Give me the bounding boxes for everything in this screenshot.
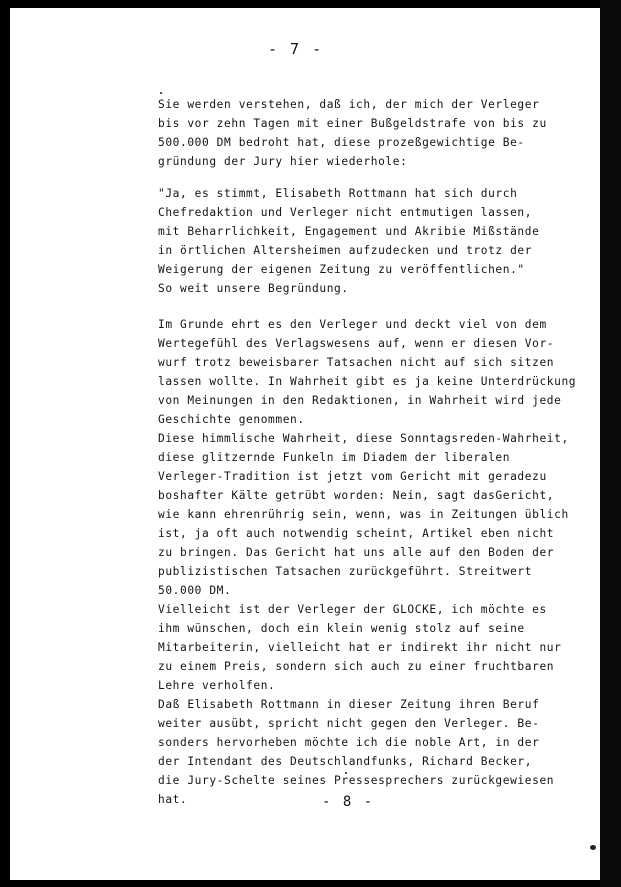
text-line: Mitarbeiterin, vielleicht hat er indirekt ihr nicht nur [158, 641, 562, 654]
text-line: zu einem Preis, sondern sich auch zu einer fruchtbaren [158, 660, 555, 673]
text-line: gründung der Jury hier wiederhole: [158, 155, 408, 168]
text-line: Wertegefühl des Verlagswesens auf, wenn er diesen Vor- [158, 337, 555, 350]
text-line: 50.000 DM. [158, 584, 232, 597]
text-line: boshafter Kälte getrübt worden: Nein, sagt dasGericht, [158, 489, 555, 502]
text-line: So weit unsere Begründung. [158, 282, 349, 295]
text-line: mit Beharrlichkeit, Engagement und Akribie Mißstände [158, 225, 540, 238]
text-line: 500.000 DM bedroht hat, diese prozeßgewichtige Be- [158, 136, 525, 149]
page-number-top: - 7 - [268, 40, 324, 58]
text-line: ihm wünschen, doch ein klein wenig stolz auf seine [158, 622, 525, 635]
text-line: Daß Elisabeth Rottmann in dieser Zeitung ihren Beruf [158, 698, 540, 711]
text-line: weiter ausübt, spricht nicht gegen den Verleger. Be- [158, 717, 540, 730]
text-line: Chefredaktion und Verleger nicht entmutigen lassen, [158, 206, 533, 219]
text-line: von Meinungen in den Redaktionen, in Wahrheit wird jede [158, 394, 562, 407]
text-line: der Intendant des Deutschlandfunks, Richard Becker, [158, 755, 533, 768]
page-number-bottom: - 8 - [322, 794, 375, 810]
text-line: ist, ja oft auch notwendig scheint, Artikel eben nicht [158, 527, 555, 540]
scan-speck [160, 92, 162, 94]
text-line: Diese himmlische Wahrheit, diese Sonntagsreden-Wahrheit, [158, 432, 569, 445]
scan-speck [345, 772, 347, 774]
text-line: bis vor zehn Tagen mit einer Bußgeldstrafe von bis zu [158, 117, 547, 130]
text-line: Im Grunde ehrt es den Verleger und deckt viel von dem [158, 318, 547, 331]
text-line: in örtlichen Altersheimen aufzudecken und trotz der [158, 244, 533, 257]
text-line: publizistischen Tatsachen zurückgeführt. Streitwert [158, 565, 533, 578]
text-line: zu bringen. Das Gericht hat uns alle auf den Boden der [158, 546, 555, 559]
text-line: die Jury-Schelte seines Pressesprechers zurückgewiesen [158, 774, 555, 787]
scan-speck [590, 845, 596, 850]
text-line: lassen wollte. In Wahrheit gibt es ja keine Unterdrückung [158, 375, 577, 388]
text-line: Vielleicht ist der Verleger der GLOCKE, ich möchte es [158, 603, 547, 616]
scan-border [600, 0, 621, 887]
text-line: sonders hervorheben möchte ich die noble Art, in der [158, 736, 540, 749]
text-line: diese glitzernde Funkeln im Diadem der liberalen [158, 451, 511, 464]
text-line: Weigerung der eigenen Zeitung zu veröffentlichen." [158, 263, 525, 276]
text-line: Sie werden verstehen, daß ich, der mich der Verleger [158, 98, 540, 111]
text-line: Verleger-Tradition ist jetzt vom Gericht mit geradezu [158, 470, 547, 483]
text-line: Lehre verholfen. [158, 679, 276, 692]
text-line: wie kann ehrenrührig sein, wenn, was in Zeitungen üblich [158, 508, 569, 521]
text-line: wurf trotz beweisbarer Tatsachen nicht auf sich sitzen [158, 356, 555, 369]
text-line: "Ja, es stimmt, Elisabeth Rottmann hat sich durch [158, 187, 518, 200]
text-line: Geschichte genommen. [158, 413, 305, 426]
text-line: hat. [158, 793, 188, 806]
